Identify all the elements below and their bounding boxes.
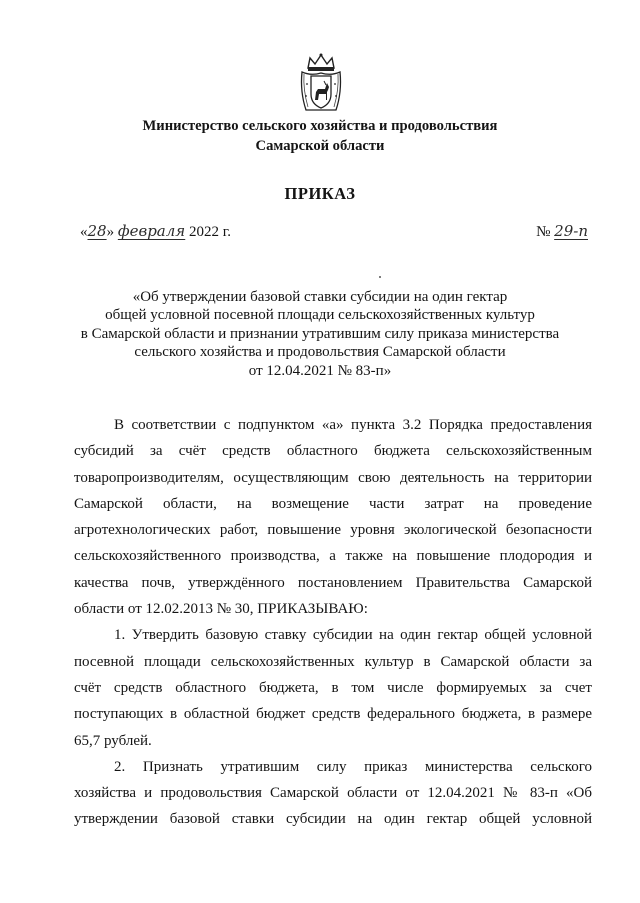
ministry-line-2: Самарской области xyxy=(255,138,385,154)
body-line: 2. Признать утратившим силу приказ министерства сельского xyxy=(114,758,592,775)
document-title: ПРИКАЗ xyxy=(284,184,356,203)
number-value: 29-п xyxy=(554,222,588,240)
body-line: поступающих в областной бюджет средств федерального бюджета, в размере xyxy=(74,706,592,723)
body-line: качества почв, утверждённого постановлением Правительства Самарской xyxy=(74,574,592,591)
document-number xyxy=(536,222,588,241)
date-month: февраля xyxy=(117,222,186,240)
subject-line: общей условной посевной площади сельскохозяйственных культур xyxy=(105,307,535,324)
date-quote-open: « xyxy=(80,224,88,240)
ministry-name xyxy=(0,116,640,156)
body-line: утверждении базовой ставки субсидии на один гектар общей условной xyxy=(74,811,592,828)
subject-line: в Самарской области и признании утратившим силу приказа министерства xyxy=(80,325,560,342)
body-line: агротехнологических работ, повышение уровня экологической безопасности xyxy=(74,522,592,539)
body-line: 65,7 рублей. xyxy=(74,732,152,749)
stray-dot xyxy=(379,276,381,278)
body-line: сельскохозяйственного производства, а также на повышение плодородия и xyxy=(74,548,592,565)
body-line: В соответствии с подпунктом «а» пункта 3.2 Порядка предоставления xyxy=(114,417,592,433)
samara-coat-of-arms-icon xyxy=(298,52,344,116)
body-line: субсидий за счёт средств областного бюджета сельскохозяйственным xyxy=(74,443,592,460)
order-subject xyxy=(40,288,600,380)
order-body xyxy=(74,412,592,833)
subject-line: «Об утверждении базовой ставки субсидии на один гектар xyxy=(132,289,508,305)
ministry-line-1: Министерство сельского хозяйства и продовольствия xyxy=(142,118,498,134)
subject-line: от 12.04.2021 № 83-п» xyxy=(248,362,392,379)
body-line: посевной площади сельскохозяйственных культур в Самарской области за xyxy=(74,653,592,670)
date-quote-close: » xyxy=(106,224,115,240)
document-date xyxy=(80,222,231,241)
body-line: области от 12.02.2013 № 30, ПРИКАЗЫВАЮ: xyxy=(74,601,368,618)
body-line: хозяйства и продовольствия Самарской области от 12.04.2021 № 83-п «Об xyxy=(74,785,592,802)
date-year: 2022 г. xyxy=(188,224,231,240)
subject-line: сельского хозяйства и продовольствия Самарской области xyxy=(134,344,506,361)
body-line: товаропроизводителям, осуществляющим свою деятельность на территории xyxy=(74,469,592,486)
body-line: счёт средств областного бюджета, в том числе формируемых за счет xyxy=(74,679,592,696)
body-line: 1. Утвердить базовую ставку субсидии на один гектар общей условной xyxy=(114,627,592,644)
date-day: 28 xyxy=(87,222,107,240)
number-prefix: № xyxy=(536,224,551,240)
body-line: Самарской области, на возмещение части затрат на проведение xyxy=(74,495,592,512)
